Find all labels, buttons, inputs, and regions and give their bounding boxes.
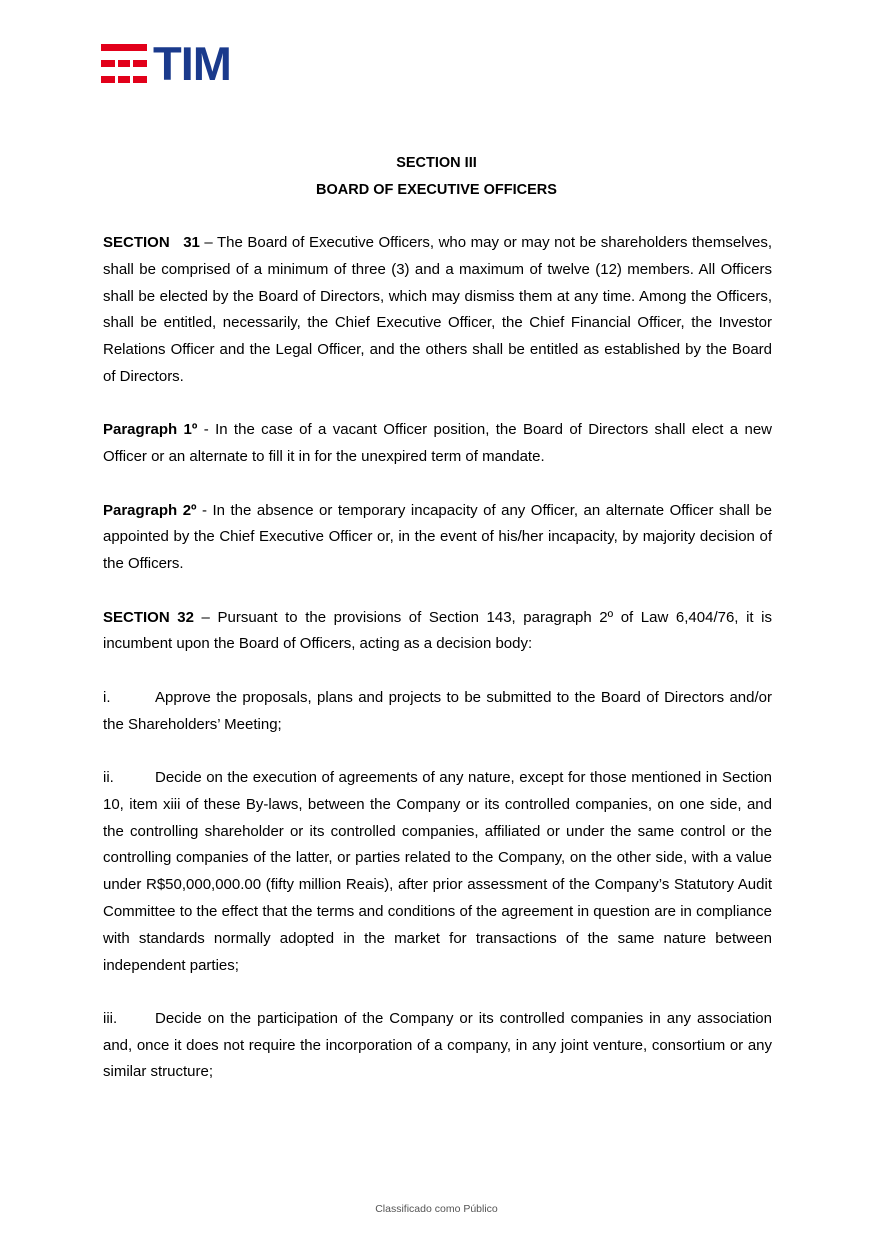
- list-item-number: ii.: [103, 768, 114, 786]
- section-heading: SECTION III: [396, 155, 477, 171]
- tim-logo-icon: [101, 44, 147, 84]
- list-item-number: i.: [103, 688, 111, 706]
- list-item-text: Decide on the participation of the Company or its controlled companies in any association and, once it does not require the incorporation of a company, in any joint venture, consortium or any similar structure;: [103, 1009, 772, 1081]
- company-logo: [101, 37, 231, 90]
- logo-text: TIM: [153, 37, 231, 90]
- paragraph-2-label: Paragraph 2º: [103, 501, 197, 519]
- section-32-label: SECTION 32: [103, 608, 194, 626]
- paragraph-1: [103, 417, 772, 471]
- list-item: [103, 685, 772, 739]
- section-32-paragraph: [103, 605, 772, 659]
- section-31-paragraph: [103, 230, 772, 391]
- document-body: [103, 230, 772, 1113]
- list-item-text: Approve the proposals, plans and projects to be submitted to the Board of Directors and/or the Shareholders’ Meeting;: [103, 688, 772, 733]
- section-31-label: SECTION 31: [103, 234, 200, 251]
- section-title: BOARD OF EXECUTIVE OFFICERS: [316, 182, 557, 198]
- paragraph-2: [103, 498, 772, 578]
- paragraph-1-text: - In the case of a vacant Officer position, the Board of Directors shall elect a new Officer or an alternate to fill it in for the unexpired term of mandate.: [103, 421, 772, 466]
- classification-footer: Classificado como Público: [375, 1203, 498, 1215]
- list-item: [103, 765, 772, 979]
- paragraph-2-text: - In the absence or temporary incapacity of any Officer, an alternate Officer shall be appointed by the Chief Executive Officer or, in the event of his/her incapacity, by majority decision of the Officers.: [103, 501, 772, 573]
- section-32-text: – Pursuant to the provisions of Section 143, paragraph 2º of Law 6,404/76, it is incumbent upon the Board of Officers, acting as a decision body:: [103, 608, 772, 653]
- list-item-number: iii.: [103, 1009, 118, 1027]
- list-item-text: Decide on the execution of agreements of any nature, except for those mentioned in Section 10, item xiii of these By-laws, between the Company or its controlled companies, on one side, and the controlling shareholder or its controlled companies, affiliated or under the same control or the controlling companies of the latter, or parties related to the Company, on the other side, with a value under R$50,000,000.00 (fifty million Reais), after prior assessment of the Company’s Statutory Audit Committee to the effect that the terms and conditions of the agreement in question are in compliance with standards normally adopted in the market for transactions of the same nature between independent parties;: [103, 768, 772, 974]
- section-31-text: – The Board of Executive Officers, who may or may not be shareholders themselves, shall be comprised of a minimum of three (3) and a maximum of twelve (12) members. All Officers shall be elected by the Board of Directors, which may dismiss them at any time. Among the Officers, shall be entitled, necessarily, the Chief Executive Officer, the Chief Financial Officer, the Investor Relations Officer and the Legal Officer, and the others shall be entitled as established by the Board of Directors.: [103, 234, 772, 385]
- paragraph-1-label: Paragraph 1º: [103, 421, 198, 439]
- list-item: [103, 1006, 772, 1086]
